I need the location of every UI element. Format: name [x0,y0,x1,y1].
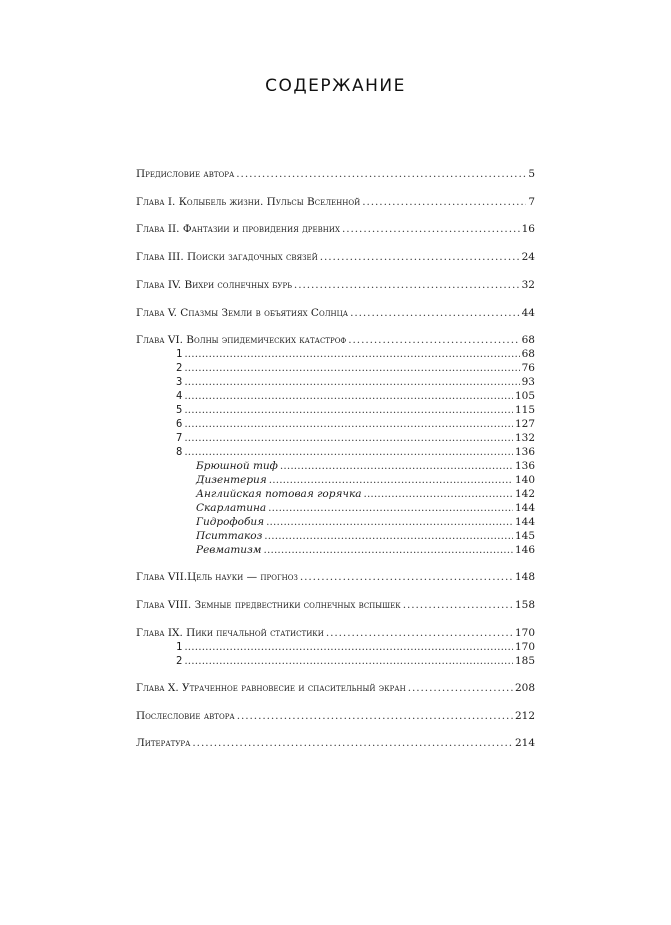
toc-entry[interactable] [136,445,535,459]
toc-entry-page-number: 76 [521,362,535,374]
toc-entry-label: 2 [176,362,183,374]
toc-entry-label: 7 [176,432,183,444]
toc-entry-page-number: 212 [514,710,535,722]
dot-leader [363,487,512,501]
dot-leader [350,306,520,320]
dot-leader [184,389,513,403]
dot-leader [266,515,513,529]
toc-entry[interactable] [136,736,535,750]
toc-entry[interactable] [136,306,535,320]
toc-entry-label: Гидрофобия [196,516,265,528]
dot-leader [269,473,513,487]
toc-entry[interactable] [136,654,535,668]
toc-entry-label: Предисловие автора [136,168,235,180]
dot-leader [326,626,513,640]
dot-leader [300,570,513,584]
toc-entry-page-number: 44 [521,307,535,319]
dot-leader [184,361,519,375]
toc-entry[interactable] [136,347,535,361]
dot-leader [264,543,513,557]
toc-entry-page-number: 132 [514,432,535,444]
dot-leader [184,445,513,459]
toc-entry-page-number: 142 [514,488,535,500]
toc-entry-page-number: 144 [514,516,535,528]
dot-leader [294,278,520,292]
toc-entry-label: 3 [176,376,183,388]
toc-entry[interactable] [136,487,535,501]
dot-leader [237,709,513,723]
toc-entry-page-number: 115 [514,404,535,416]
toc-entry-page-number: 158 [514,599,535,611]
toc-entry-label: Литература [136,737,191,749]
toc-entry[interactable] [136,167,535,181]
toc-entry-label: Ревматизм [196,544,262,556]
toc-entry[interactable] [136,375,535,389]
dot-leader [403,598,513,612]
toc-entry-page-number: 185 [514,655,535,667]
toc-entry[interactable] [136,250,535,264]
dot-leader [192,736,513,750]
dot-leader [342,222,520,236]
toc-entry-label: Скарлатина [196,502,267,514]
toc-entry-label: 4 [176,390,183,402]
dot-leader [184,417,513,431]
toc-entry[interactable] [136,598,535,612]
toc-entry-page-number: 136 [514,446,535,458]
toc-entry-page-number: 146 [514,544,535,556]
toc-entry[interactable] [136,361,535,375]
toc-entry-page-number: 32 [521,279,535,291]
toc-entry[interactable] [136,389,535,403]
toc-entry-page-number: 68 [521,334,535,346]
toc-entry-page-number: 136 [514,460,535,472]
toc-entry-label: Дизентерия [196,474,267,486]
toc-entry[interactable] [136,278,535,292]
toc-entry-page-number: 7 [528,196,535,208]
toc-entry-page-number: 93 [521,376,535,388]
toc-entry[interactable] [136,222,535,236]
toc-entry-label: Глава III. Поиски загадочных связей [136,251,318,263]
dot-leader [184,375,519,389]
toc-entry-page-number: 5 [528,168,535,180]
toc-entry-page-number: 144 [514,502,535,514]
toc-entry-label: Глава VIII. Земные предвестники солнечных вспышек [136,599,401,611]
toc-entry[interactable] [136,403,535,417]
dot-leader [184,403,513,417]
toc-entry-label: 6 [176,418,183,430]
toc-entry-label: Брюшной тиф [196,460,278,472]
dot-leader [408,681,513,695]
toc-entry-page-number: 145 [514,530,535,542]
toc-entry[interactable] [136,501,535,515]
toc-entry-label: Глава I. Колыбель жизни. Пульсы Вселенной [136,196,361,208]
toc-entry[interactable] [136,333,535,347]
toc-entry-label: Глава V. Спазмы Земли в объятиях Солнца [136,307,349,319]
dot-leader [362,195,526,209]
toc-entry[interactable] [136,543,535,557]
page-title: СОДЕРЖАНИЕ [265,76,406,96]
toc-entry-label: 8 [176,446,183,458]
dot-leader [320,250,520,264]
toc-entry-page-number: 127 [514,418,535,430]
toc-entry-page-number: 105 [514,390,535,402]
toc-entry[interactable] [136,515,535,529]
toc-entry[interactable] [136,570,535,584]
toc-entry[interactable] [136,681,535,695]
dot-leader [184,431,513,445]
toc-entry-page-number: 170 [514,627,535,639]
toc-entry-page-number: 208 [514,682,535,694]
dot-leader [268,501,513,515]
toc-entry-label: Английская потовая горячка [196,488,362,500]
toc-entry-label: Послесловие автора [136,710,235,722]
toc-entry[interactable] [136,529,535,543]
toc-entry-label: Глава IX. Пики печальной статистики [136,627,324,639]
toc-entry-page-number: 68 [521,348,535,360]
toc-entry-label: 5 [176,404,183,416]
toc-entry-label: Глава X. Утраченное равновесие и спасительный экран [136,682,406,694]
toc-entry[interactable] [136,417,535,431]
dot-leader [184,640,513,654]
toc-entry[interactable] [136,640,535,654]
dot-leader [264,529,513,543]
dot-leader [280,459,513,473]
toc-entry-label: Глава IV. Вихри солнечных бурь [136,279,292,291]
dot-leader [236,167,526,181]
toc-entry[interactable] [136,431,535,445]
dot-leader [184,654,513,668]
toc-entry[interactable] [136,459,535,473]
toc-entry[interactable] [136,195,535,209]
toc-entry-label: Глава VI. Волны эпидемических катастроф [136,334,347,346]
toc-entry[interactable] [136,626,535,640]
toc-entry[interactable] [136,709,535,723]
toc-entry-label: Пситтакоз [196,530,263,542]
dot-leader [184,347,519,361]
toc-entry-label: 1 [176,641,183,653]
toc-entry-page-number: 170 [514,641,535,653]
toc-entry-page-number: 24 [521,251,535,263]
toc-entry-page-number: 148 [514,571,535,583]
dot-leader [348,333,519,347]
toc-entry-page-number: 214 [514,737,535,749]
toc-entry-page-number: 140 [514,474,535,486]
toc-entry-label: Глава II. Фантазии и провидения древних [136,223,340,235]
toc-entry[interactable] [136,473,535,487]
toc-entry-label: 2 [176,655,183,667]
toc-entry-label: 1 [176,348,183,360]
toc-entry-label: Глава VII.Цель науки — прогноз [136,571,298,583]
toc-entry-page-number: 16 [521,223,535,235]
